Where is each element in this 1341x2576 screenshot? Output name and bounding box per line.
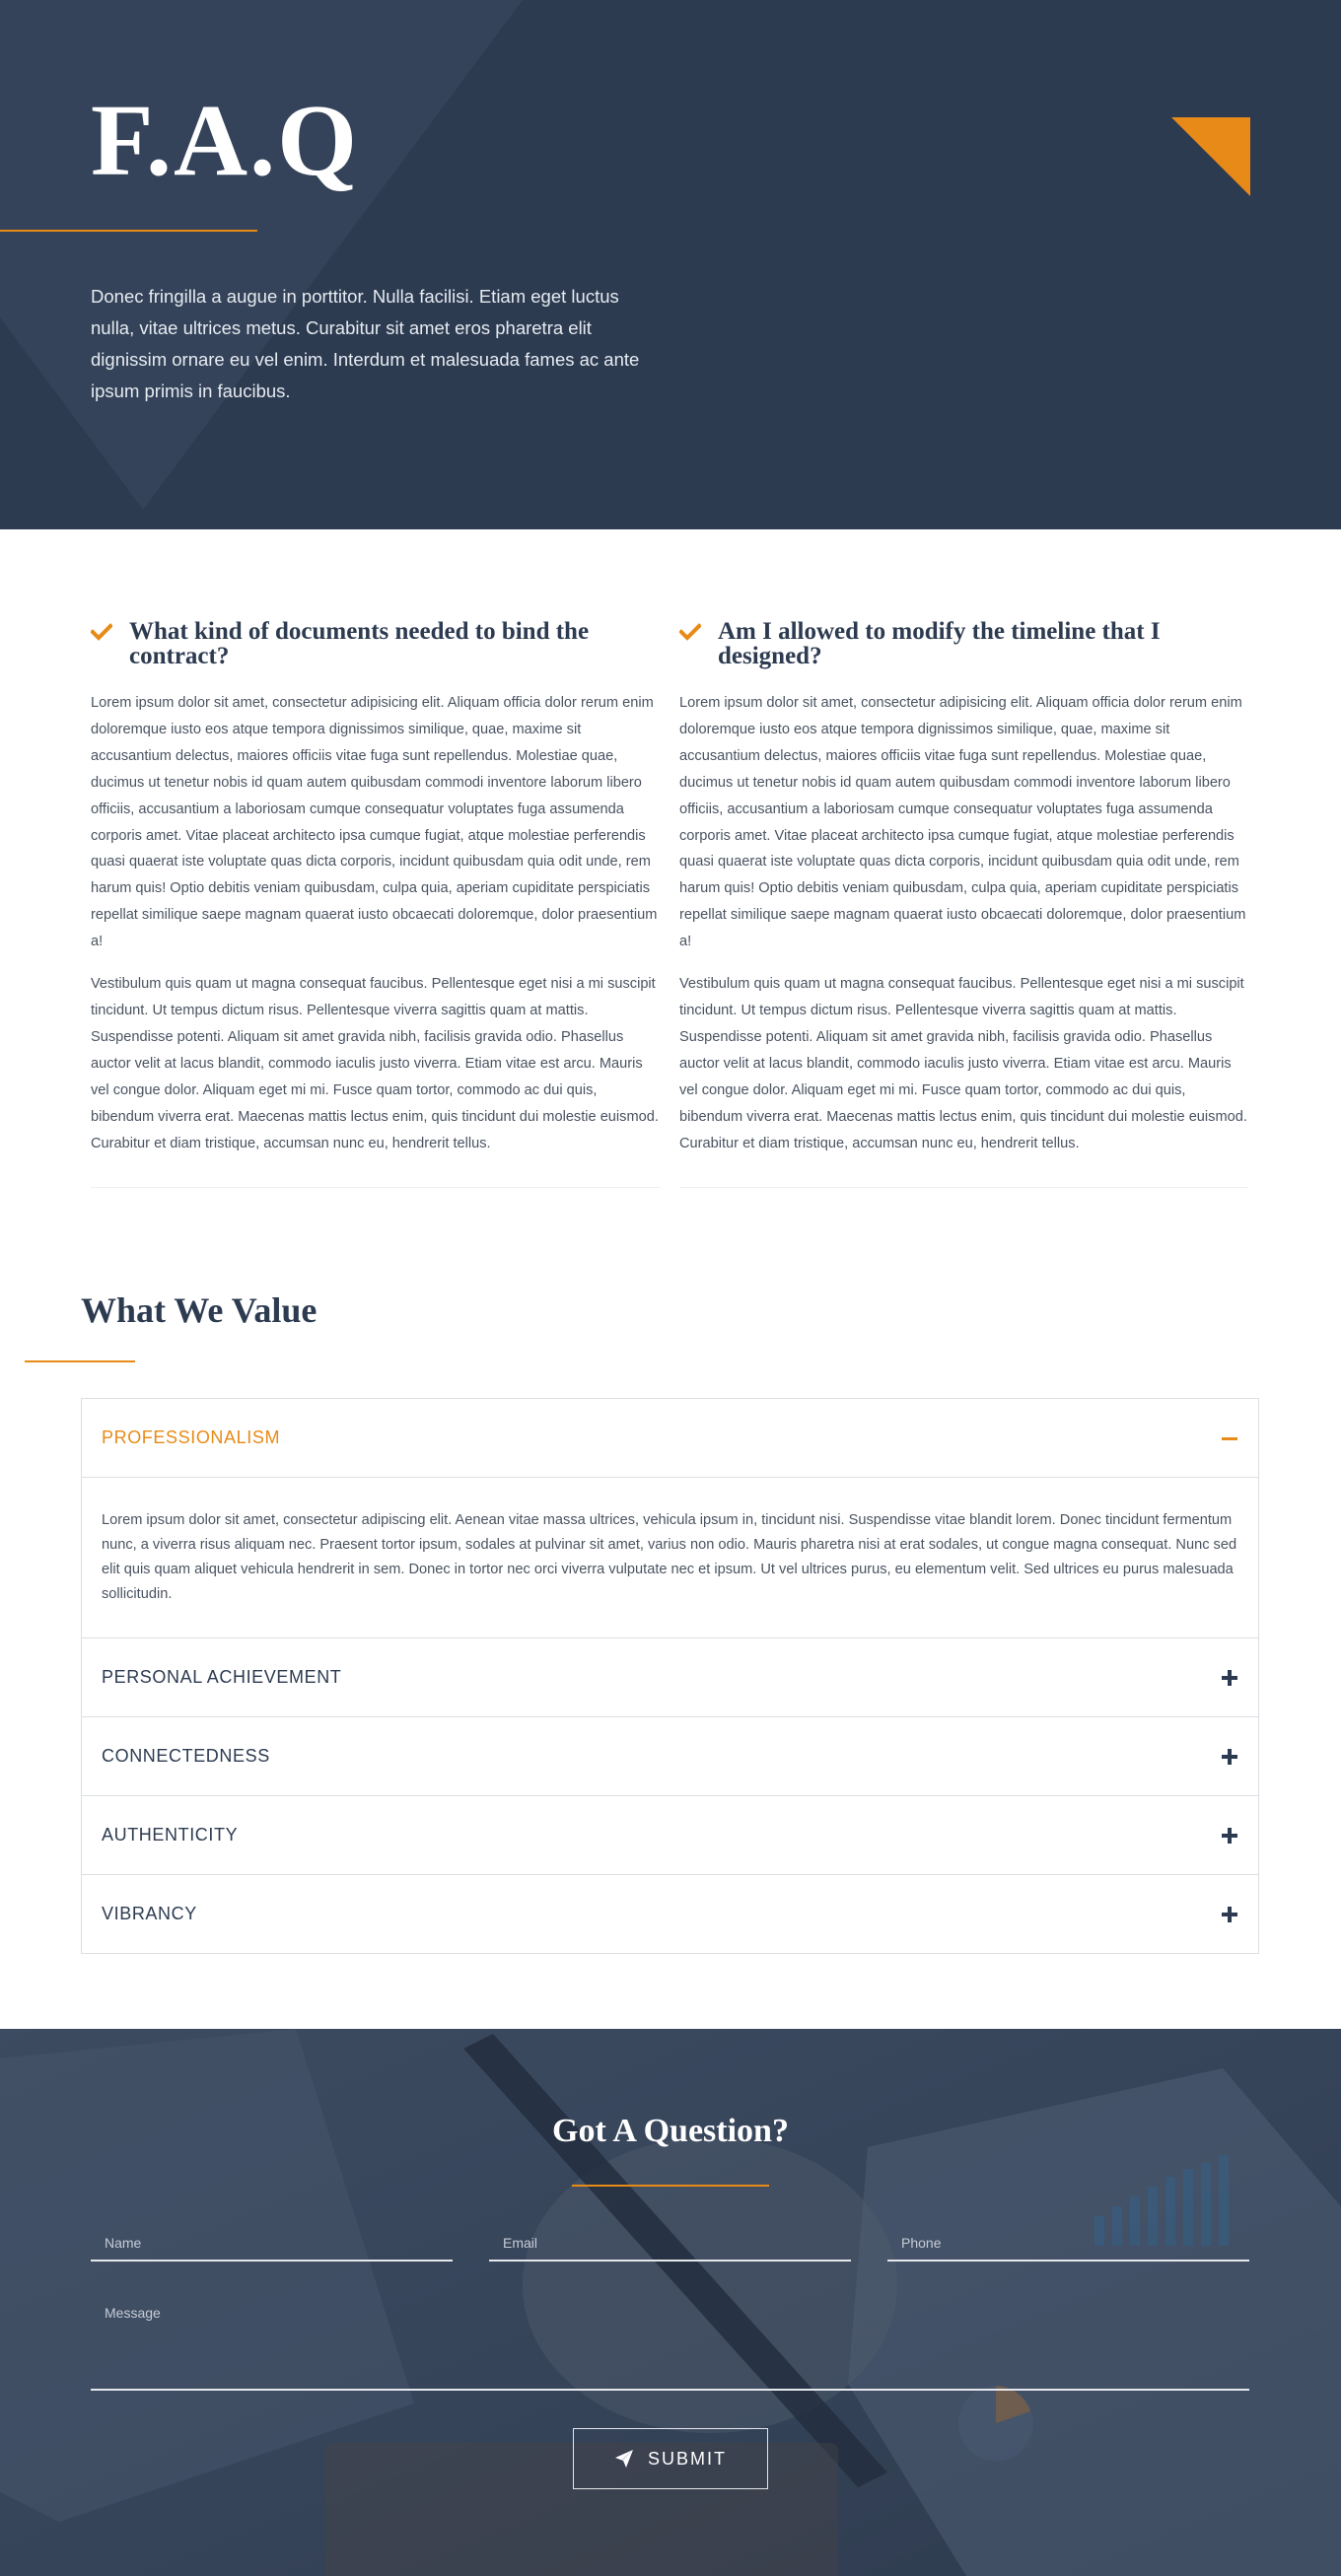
accordion-item-authenticity (82, 1795, 1258, 1874)
values-accordion (81, 1398, 1259, 1954)
corner-flag-icon (1171, 117, 1250, 196)
faq-question: What kind of documents needed to bind the contract? (129, 618, 590, 669)
accordion-label: VIBRANCY (102, 1904, 197, 1923)
accordion-header-professionalism[interactable] (82, 1399, 1258, 1477)
faq-question-header (91, 619, 663, 668)
phone-input[interactable] (887, 2225, 1249, 2262)
accordion-header-authenticity[interactable] (82, 1796, 1258, 1874)
paper-plane-icon (614, 2449, 634, 2469)
faq-question: Am I allowed to modify the timeline that I designed? (718, 618, 1161, 669)
faq-divider (91, 1187, 660, 1188)
accordion-header-personal-achievement[interactable] (82, 1638, 1258, 1716)
faq-item (679, 619, 1251, 1156)
page-title: F.A.Q (91, 84, 359, 197)
email-input[interactable] (489, 2225, 851, 2262)
message-textarea[interactable] (91, 2297, 1249, 2391)
submit-button[interactable] (573, 2428, 768, 2489)
plus-icon[interactable] (1221, 1669, 1238, 1687)
plus-icon[interactable] (1221, 1748, 1238, 1766)
accordion-item-professionalism (82, 1399, 1258, 1637)
accordion-item-vibrancy (82, 1874, 1258, 1953)
contact-title: Got A Question? (552, 2113, 789, 2149)
plus-icon[interactable] (1221, 1827, 1238, 1845)
accordion-panel-text: Lorem ipsum dolor sit amet, consectetur adipiscing elit. Aenean vitae massa ultrices, vehicula ipsum in, tincidunt nisi. Suspendisse vitae blandit lorem. Donec tincidunt fermentum nunc, a viverra risus aliquam nec. Praesent tortor ipsum, sodales at pulvinar sit amet, varius non odio. Mauris pharetra nisi at erat sodales, ut congue magna consequat. Nunc sed elit quis quam aliquet vehicula hendrerit in sem. Donec in tortor nec orci viverra vulputate nec et ipsum. Ut vel ultrices purus, eu elementum velit. Sed ultrices eu purus malesuada sollicitudin. (82, 1477, 1258, 1637)
hero-section (0, 0, 1341, 529)
accordion-header-vibrancy[interactable] (82, 1875, 1258, 1953)
faq-answer-paragraph: Lorem ipsum dolor sit amet, consectetur adipisicing elit. Aliquam officia dolor rerum enim doloremque iusto eos atque tempora dignissimos similique, quae, maxime sit accusantium delectus, maiores officiis vitae fuga sunt repellendus. Molestiae quae, ducimus ut tenetur nobis id quam autem quibusdam commodi inventore laborum libero officiis, accusantium a laboriosam cumque consequatur voluptates fuga assumenda corporis amet. Vitae placeat architecto ipsa cumque fugiat, atque molestiae perferendis quasi quaerat iste voluptate quas dicta corporis, incidunt quibusdam quia odit unde, rem harum quis! Optio debitis veniam quibusdam, culpa quia, aperiam cupiditate perspiciatis repellat similique saepe magnam quaerat iusto obcaecati doloremque, dolor praesentium a! (679, 695, 1246, 950)
faq-question-header (679, 619, 1251, 668)
accordion-item-connectedness (82, 1716, 1258, 1795)
accordion-label: PROFESSIONALISM (102, 1427, 281, 1447)
values-section-title: What We Value (81, 1290, 318, 1330)
minus-icon[interactable] (1221, 1429, 1238, 1447)
faq-answer-paragraph: Vestibulum quis quam ut magna consequat faucibus. Pellentesque eget nisi a mi suscipit tincidunt. Ut tempus dictum risus. Pellentesque viverra sagittis quam at mattis. Suspendisse potenti. Aliquam sit amet gravida nibh, facilisis gravida odio. Phasellus auctor velit at lacus blandit, commodo iaculis justo viverra. Etiam vitae est arcu. Mauris vel congue dolor. Aliquam eget mi mi. Fusce quam tortor, commodo ac dui quis, bibendum viverra erat. Maecenas mattis lectus enim, quis tincidunt dui molestie euismod. Curabitur et diam tristique, accumsan nunc eu, hendrerit tellus. (679, 976, 1247, 1151)
accordion-label: AUTHENTICITY (102, 1825, 239, 1845)
values-title-underline (25, 1360, 135, 1362)
check-icon (679, 623, 701, 641)
hero-intro-text: Donec fringilla a augue in porttitor. Nulla facilisi. Etiam eget luctus nulla, vitae ultrices metus. Curabitur sit amet eros pharetra elit dignissim ornare eu vel enim. Interdum et malesuada fames ac ante ipsum primis in faucibus. (91, 286, 640, 401)
hero-decorative-triangle (0, 0, 1341, 529)
contact-title-underline (572, 2185, 769, 2187)
title-underline (0, 230, 257, 232)
plus-icon[interactable] (1221, 1906, 1238, 1923)
accordion-label: CONNECTEDNESS (102, 1746, 270, 1766)
accordion-header-connectedness[interactable] (82, 1717, 1258, 1795)
faq-item (91, 619, 663, 1156)
faq-answer-paragraph: Vestibulum quis quam ut magna consequat faucibus. Pellentesque eget nisi a mi suscipit tincidunt. Ut tempus dictum risus. Pellentesque viverra sagittis quam at mattis. Suspendisse potenti. Aliquam sit amet gravida nibh, facilisis gravida odio. Phasellus auctor velit at lacus blandit, commodo iaculis justo viverra. Etiam vitae est arcu. Mauris vel congue dolor. Aliquam eget mi mi. Fusce quam tortor, commodo ac dui quis, bibendum viverra erat. Maecenas mattis lectus enim, quis tincidunt dui molestie euismod. Curabitur et diam tristique, accumsan nunc eu, hendrerit tellus. (91, 976, 659, 1151)
check-icon (91, 623, 112, 641)
name-input[interactable] (91, 2225, 453, 2262)
faq-answer-paragraph: Lorem ipsum dolor sit amet, consectetur adipisicing elit. Aliquam officia dolor rerum enim doloremque iusto eos atque tempora dignissimos similique, quae, maxime sit accusantium delectus, maiores officiis vitae fuga sunt repellendus. Molestiae quae, ducimus ut tenetur nobis id quam autem quibusdam commodi inventore laborum libero officiis, accusantium a laboriosam cumque consequatur voluptates fuga assumenda corporis amet. Vitae placeat architecto ipsa cumque fugiat, atque molestiae perferendis quasi quaerat iste voluptate quas dicta corporis, incidunt quibusdam quia odit unde, rem harum quis! Optio debitis veniam quibusdam, culpa quia, aperiam cupiditate perspiciatis repellat similique saepe magnam quaerat iusto obcaecati doloremque, dolor praesentium a! (91, 695, 658, 950)
accordion-label: PERSONAL ACHIEVEMENT (102, 1667, 342, 1687)
submit-label: SUBMIT (647, 2448, 727, 2469)
faq-divider (679, 1187, 1248, 1188)
accordion-item-personal-achievement (82, 1637, 1258, 1716)
